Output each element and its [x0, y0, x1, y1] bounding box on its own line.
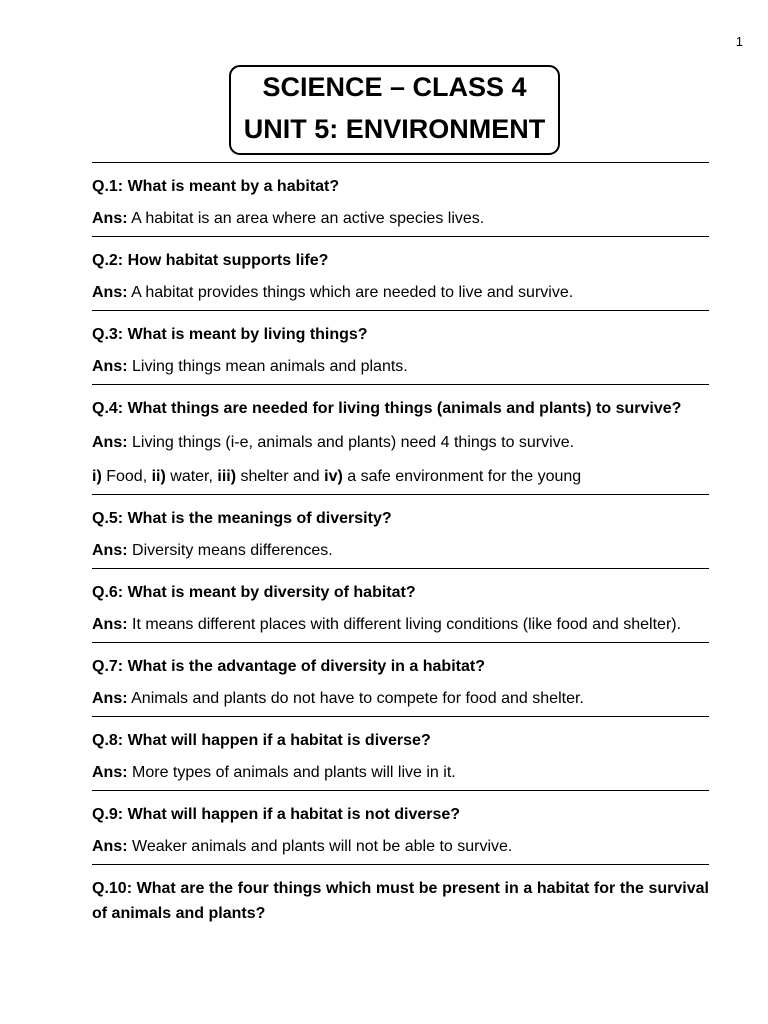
answer-5	[92, 538, 709, 563]
qa-item-5	[92, 495, 709, 569]
document-subtitle: UNIT 5: ENVIRONMENT	[243, 114, 546, 144]
question-5: Q.5: What is the meanings of diversity?	[92, 510, 392, 527]
qa-item-6	[92, 569, 709, 643]
qa-item-3	[92, 311, 709, 385]
answer-text: Living things (i-e, animals and plants) need 4 things to survive.	[132, 434, 575, 451]
qa-item-8	[92, 717, 709, 791]
answer-text: Living things mean animals and plants.	[132, 358, 408, 375]
answer-label: Ans:	[92, 284, 128, 301]
answer-8	[92, 760, 709, 785]
answer-label: Ans:	[92, 358, 128, 375]
qa-list	[92, 162, 709, 931]
answer-2	[92, 280, 709, 305]
answer-7	[92, 686, 709, 711]
qa-item-10	[92, 865, 709, 931]
answer-4	[92, 430, 709, 455]
answer-9	[92, 834, 709, 859]
question-9: Q.9: What will happen if a habitat is not diverse?	[92, 806, 461, 823]
answer-6	[92, 612, 709, 637]
answer-label: Ans:	[92, 434, 128, 451]
answer-label: Ans:	[92, 542, 128, 559]
question-8: Q.8: What will happen if a habitat is diverse?	[92, 732, 431, 749]
qa-item-4	[92, 385, 709, 495]
answer-label: Ans:	[92, 690, 128, 707]
title-box	[229, 65, 560, 155]
answer-text: Diversity means differences.	[132, 542, 333, 559]
list-text: Food,	[101, 468, 152, 485]
list-text: a safe environment for the young	[342, 468, 582, 485]
qa-item-9	[92, 791, 709, 865]
answer-text: A habitat provides things which are needed to live and survive.	[131, 284, 574, 301]
qa-item-7	[92, 643, 709, 717]
answer-label: Ans:	[92, 616, 128, 633]
list-marker: ii)	[151, 468, 166, 485]
qa-item-2	[92, 237, 709, 311]
answer-label: Ans:	[92, 764, 128, 781]
question-2: Q.2: How habitat supports life?	[92, 252, 329, 269]
list-marker: i)	[92, 468, 102, 485]
answer-1	[92, 206, 709, 231]
list-marker: iii)	[217, 468, 237, 485]
list-text: shelter and	[236, 468, 325, 485]
list-text: water,	[165, 468, 218, 485]
question-6: Q.6: What is meant by diversity of habitat?	[92, 584, 416, 601]
answer-label: Ans:	[92, 210, 128, 227]
qa-item-1	[92, 163, 709, 237]
question-7: Q.7: What is the advantage of diversity in a habitat?	[92, 658, 485, 675]
needs-list	[92, 464, 709, 489]
answer-label: Ans:	[92, 838, 128, 855]
list-marker: iv)	[324, 468, 343, 485]
question-10: Q.10: What are the four things which must be present in a habitat for the survival of animals and plants?	[92, 880, 709, 922]
answer-text: More types of animals and plants will live in it.	[132, 764, 456, 781]
answer-text: A habitat is an area where an active species lives.	[131, 210, 485, 227]
document-title: SCIENCE – CLASS 4	[262, 72, 527, 102]
question-3: Q.3: What is meant by living things?	[92, 326, 368, 343]
page-number: 1	[735, 34, 743, 49]
answer-text: Weaker animals and plants will not be able to survive.	[132, 838, 513, 855]
answer-text: Animals and plants do not have to compete for food and shelter.	[131, 690, 584, 707]
question-1: Q.1: What is meant by a habitat?	[92, 178, 340, 195]
question-4: Q.4: What things are needed for living things (animals and plants) to survive?	[92, 400, 682, 417]
answer-3	[92, 354, 709, 379]
answer-text: It means different places with different living conditions (like food and shelter).	[132, 616, 682, 633]
